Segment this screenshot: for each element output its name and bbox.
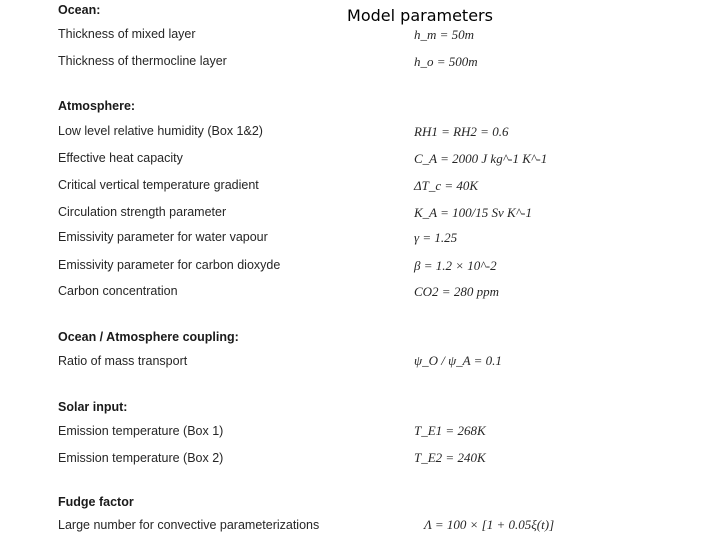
param-value: T_E2 = 240K xyxy=(414,450,486,465)
param-value: h_m = 50m xyxy=(414,27,475,42)
param-label: Circulation strength parameter xyxy=(58,205,227,219)
param-value: h_o = 500m xyxy=(414,54,478,69)
param-value: ΔT_c = 40K xyxy=(414,178,479,193)
param-label: Carbon concentration xyxy=(58,284,178,298)
page-title: Model parameters xyxy=(347,6,493,25)
param-label: Emissivity parameter for carbon dioxyde xyxy=(58,258,281,272)
param-label: Ratio of mass transport xyxy=(58,354,188,368)
param-value: K_A = 100/15 Sv K^-1 xyxy=(414,205,533,220)
param-value: C_A = 2000 J kg^-1 K^-1 xyxy=(414,151,548,166)
param-value: β = 1.2 × 10^-2 xyxy=(414,258,497,273)
section-heading-solar: Solar input: xyxy=(58,400,128,414)
param-label: Thickness of mixed layer xyxy=(58,27,196,41)
section-heading-fudge: Fudge factor xyxy=(58,495,134,509)
param-label: Low level relative humidity (Box 1&2) xyxy=(58,124,263,138)
param-label: Emission temperature (Box 1) xyxy=(58,424,224,438)
section-heading-atmosphere: Atmosphere: xyxy=(58,99,136,113)
param-label: Emission temperature (Box 2) xyxy=(58,451,224,465)
param-value: RH1 = RH2 = 0.6 xyxy=(414,124,509,139)
param-value: T_E1 = 268K xyxy=(414,423,486,438)
param-label: Emissivity parameter for water vapour xyxy=(58,230,268,244)
section-heading-ocean: Ocean: xyxy=(58,3,101,17)
param-label: Large number for convective parameterizations xyxy=(58,518,320,532)
param-value: ψ_O / ψ_A = 0.1 xyxy=(414,353,502,368)
param-label: Critical vertical temperature gradient xyxy=(58,178,259,192)
param-value: CO2 = 280 ppm xyxy=(414,284,499,299)
param-label: Effective heat capacity xyxy=(58,151,183,165)
section-heading-coupling: Ocean / Atmosphere coupling: xyxy=(58,330,239,344)
param-value: γ = 1.25 xyxy=(414,230,458,245)
param-label: Thickness of thermocline layer xyxy=(58,54,227,68)
param-value: Λ = 100 × [1 + 0.05ξ(t)] xyxy=(424,517,555,532)
